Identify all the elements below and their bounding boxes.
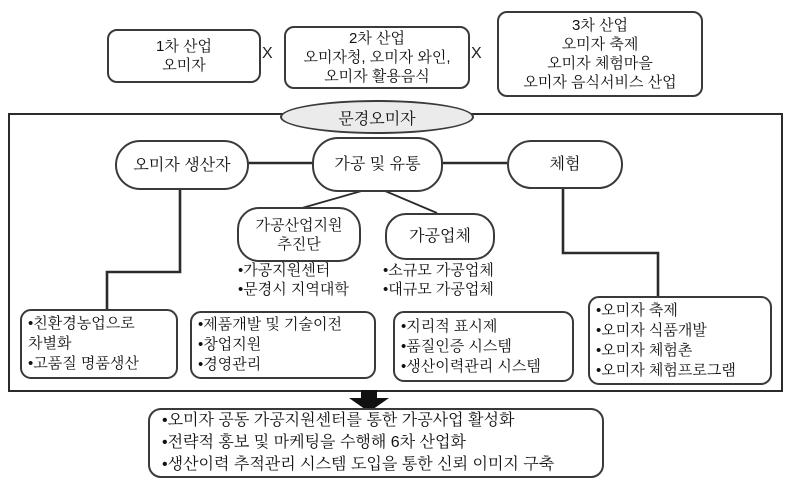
outcome-line: •오미자 공동 가공지원센터를 통한 가공사업 활성화 (162, 412, 515, 429)
tertiary-industry-line: 오미자 체험마을 (547, 55, 653, 72)
detail-producer-line: •친환경농업으로 (28, 315, 135, 332)
detail-support-line: •경영관리 (198, 356, 262, 373)
branch-producer-label: 오미자 생산자 (133, 156, 231, 174)
detail-box-support (190, 311, 376, 379)
support-bullet-list (238, 261, 388, 299)
tertiary-industry-line: 오미자 음식서비스 산업 (523, 74, 677, 91)
detail-experience-line: •오미자 체험촌 (596, 341, 693, 359)
primary-industry-box (107, 29, 261, 83)
processor-bullet-item: •대규모 가공업체 (383, 281, 494, 298)
root-node-label: 문경오미자 (338, 110, 416, 128)
primary-industry-line: 오미자 (162, 57, 206, 74)
processor-bullet-item: •소규모 가공업체 (383, 262, 494, 279)
outcome-line: •생산이력 추적관리 시스템 도입을 통한 신뢰 이미지 구축 (162, 456, 555, 473)
detail-producer-line: •고품질 명품생산 (28, 355, 139, 372)
branch-producer (115, 140, 249, 190)
detail-experience-line: •오미자 식품개발 (596, 321, 707, 339)
branch-processing-label: 가공 및 유통 (334, 156, 421, 173)
subnode-support-line: 가공산업지원 (255, 216, 343, 234)
support-bullet-item: •가공지원센터 (238, 262, 331, 279)
subnode-processor-label: 가공업체 (409, 228, 471, 245)
subnode-processor (385, 213, 495, 260)
detail-box-producer (20, 309, 178, 379)
tertiary-industry-line: 오미자 축제 (561, 36, 639, 53)
secondary-industry-line: 오미자 활용음식 (324, 68, 430, 85)
detail-experience-line: •오미자 축제 (596, 301, 678, 319)
outcome-line: •전략적 홍보 및 마케팅을 수행해 6차 산업화 (162, 434, 466, 451)
secondary-industry-line: 오미자청, 오미자 와인, (303, 49, 451, 66)
root-node (280, 100, 474, 134)
detail-support-line: •창업지원 (198, 336, 262, 353)
multiply-symbol: X (471, 45, 482, 62)
detail-processor-line: •지리적 표시제 (401, 317, 498, 335)
processor-bullet-list (383, 261, 548, 299)
tertiary-industry-box (497, 11, 703, 97)
outcome-box (148, 408, 604, 478)
branch-processing (312, 137, 443, 192)
branch-experience-label: 체험 (549, 156, 581, 173)
subnode-support-team (237, 207, 361, 262)
detail-support-line: •제품개발 및 기술이전 (198, 316, 342, 333)
subnode-support-line: 추진단 (277, 235, 321, 253)
secondary-industry-box (284, 26, 470, 89)
branch-experience (507, 140, 623, 189)
secondary-industry-line: 2차 산업 (349, 30, 405, 47)
detail-experience-line: •오미자 체험프로그램 (596, 361, 736, 379)
detail-processor-line: •품질인증 시스템 (401, 337, 512, 355)
detail-box-experience (588, 296, 772, 385)
support-bullet-item: •문경시 지역대학 (238, 281, 349, 298)
detail-producer-line: 차별화 (28, 335, 72, 352)
detail-box-processor (393, 311, 574, 382)
tertiary-industry-line: 3차 산업 (572, 17, 628, 34)
multiply-symbol: X (262, 45, 273, 62)
detail-processor-line: •생산이력관리 시스템 (401, 357, 541, 375)
primary-industry-line: 1차 산업 (156, 38, 212, 55)
